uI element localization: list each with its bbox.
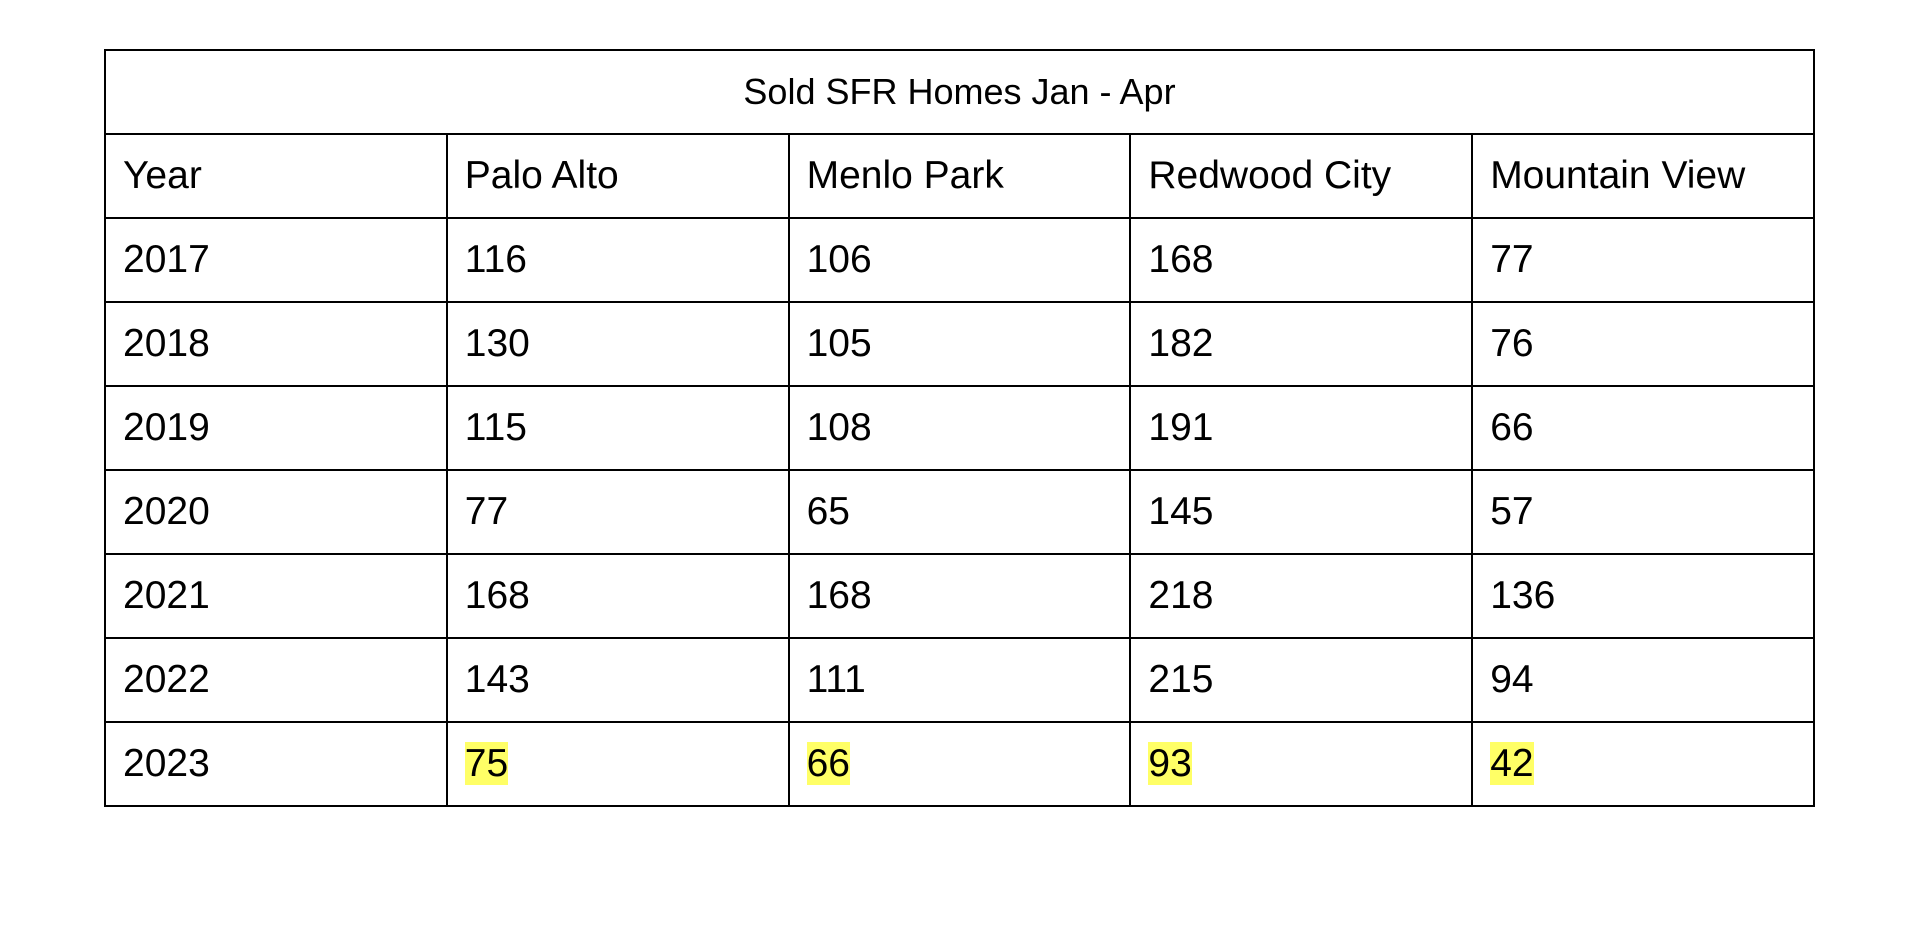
value-cell: 215	[1130, 638, 1472, 722]
year-cell: 2018	[105, 302, 447, 386]
value-cell: 130	[447, 302, 789, 386]
table-row	[105, 554, 1814, 638]
value-cell: 57	[1472, 470, 1814, 554]
year-cell: 2017	[105, 218, 447, 302]
value-cell	[447, 722, 789, 806]
table-row	[105, 386, 1814, 470]
value-cell: 168	[789, 554, 1131, 638]
value-cell: 168	[447, 554, 789, 638]
value-cell: 76	[1472, 302, 1814, 386]
value-cell: 116	[447, 218, 789, 302]
table-row	[105, 638, 1814, 722]
value-cell: 106	[789, 218, 1131, 302]
table-row	[105, 470, 1814, 554]
year-cell: 2019	[105, 386, 447, 470]
table-row	[105, 302, 1814, 386]
title-row	[105, 50, 1814, 134]
value-cell: 105	[789, 302, 1131, 386]
value-cell: 65	[789, 470, 1131, 554]
column-header-mountain-view: Mountain View	[1472, 134, 1814, 218]
column-header-redwood-city: Redwood City	[1130, 134, 1472, 218]
value-cell: 136	[1472, 554, 1814, 638]
header-row	[105, 134, 1814, 218]
value-cell	[789, 722, 1131, 806]
value-cell: 145	[1130, 470, 1472, 554]
value-cell	[1472, 722, 1814, 806]
highlighted-value: 75	[464, 742, 509, 785]
highlighted-value: 66	[806, 742, 850, 785]
table-title: Sold SFR Homes Jan - Apr	[105, 50, 1814, 134]
value-cell: 115	[447, 386, 789, 470]
value-cell: 111	[789, 638, 1131, 722]
value-cell: 108	[789, 386, 1131, 470]
value-cell: 143	[447, 638, 789, 722]
value-cell: 191	[1130, 386, 1472, 470]
year-cell: 2023	[105, 722, 447, 806]
value-cell	[1130, 722, 1472, 806]
value-cell: 77	[447, 470, 789, 554]
value-cell: 182	[1130, 302, 1472, 386]
highlighted-value: 93	[1148, 742, 1192, 785]
table-row	[105, 218, 1814, 302]
highlighted-value: 42	[1490, 742, 1534, 785]
column-header-year: Year	[105, 134, 447, 218]
table-row-highlighted	[105, 722, 1814, 806]
value-cell: 218	[1130, 554, 1472, 638]
sales-table	[104, 49, 1815, 807]
column-header-palo-alto: Palo Alto	[447, 134, 789, 218]
value-cell: 66	[1472, 386, 1814, 470]
value-cell: 77	[1472, 218, 1814, 302]
value-cell: 168	[1130, 218, 1472, 302]
year-cell: 2020	[105, 470, 447, 554]
column-header-menlo-park: Menlo Park	[789, 134, 1131, 218]
year-cell: 2021	[105, 554, 447, 638]
year-cell: 2022	[105, 638, 447, 722]
value-cell: 94	[1472, 638, 1814, 722]
